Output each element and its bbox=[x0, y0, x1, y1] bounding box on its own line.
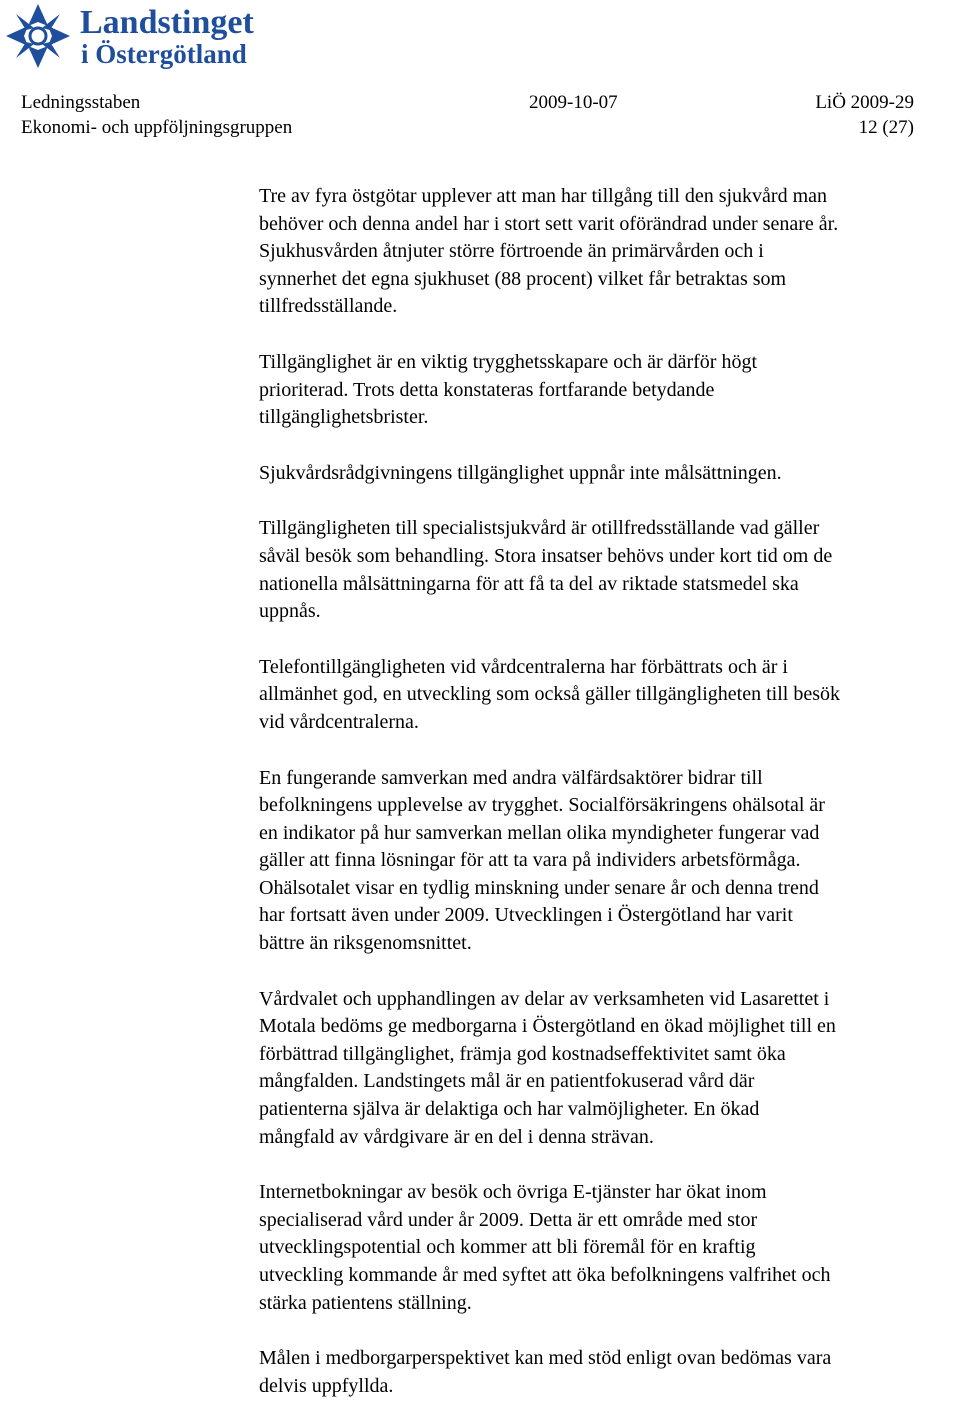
landstinget-logo bbox=[4, 0, 274, 72]
paragraph: Telefontillgängligheten vid vårdcentralerna har förbättrats och är i allmänhet god, en utveckling som också gäller tillgängligheten till besök vid vårdcentralerna. bbox=[259, 655, 840, 733]
logo-line-1: Landstinget bbox=[80, 4, 254, 41]
paragraph: Tre av fyra östgötar upplever att man har tillgång till den sjukvård man behöver och denna andel har i stort sett varit oförändrad under senare år. Sjukhusvården åtnjuter större förtroende än primärvården och i synnerhet det egna sjukhuset (88 procent) vilket får betraktas som tillfredsställande. bbox=[259, 185, 839, 318]
logo-line-2: i Östergötland bbox=[81, 39, 247, 69]
paragraph: Internetbokningar av besök och övriga E-tjänster har ökat inom specialiserad vård under år 2009. Detta är ett område med stor utvecklingspotential och kommer att bli föremål för en kraftig utveckling kommande år med syftet att öka befolkningens valfrihet och stärka patientens ställning. bbox=[259, 1181, 831, 1314]
header-date: 2009-10-07 bbox=[529, 92, 618, 113]
paragraph: Sjukvårdsrådgivningens tillgänglighet uppnår inte målsättningen. bbox=[259, 461, 782, 484]
header-department: Ledningsstaben bbox=[21, 92, 141, 113]
body-text bbox=[259, 183, 959, 1428]
header-reference: LiÖ 2009-29 bbox=[815, 92, 914, 113]
paragraph: Tillgänglighet är en viktig trygghetsskapare och är därför högt prioriterad. Trots detta konstateras fortfarande betydande tillgänglighetsbrister. bbox=[259, 350, 758, 429]
logo-emblem-icon bbox=[6, 4, 70, 68]
paragraph: Målen i medborgarperspektivet kan med stöd enligt ovan bedömas vara delvis uppfyllda. bbox=[259, 1347, 832, 1397]
paragraph: Tillgängligheten till specialistsjukvård är otillfredsställande vad gäller såväl besök som behandling. Stora insatser behövs under kort tid om de nationella målsättningarna för att få ta del av riktade statsmedel ska uppnås. bbox=[259, 517, 833, 623]
header-page-number: 12 (27) bbox=[858, 117, 914, 138]
paragraph: Vårdvalet och upphandlingen av delar av verksamheten vid Lasarettet i Motala bedöms ge medborgarna i Östergötland en ökad möjlighet till en förbättrad tillgänglighet, främja god kostnadseffektivitet samt öka mångfalden. Landstingets mål är en patientfokuserad vård där patienterna själva är delaktiga och har valmöjligheter. En ökad mångfald av vårdgivare är en del i denna strävan. bbox=[259, 987, 836, 1148]
header-group: Ekonomi- och uppföljningsgruppen bbox=[21, 117, 293, 138]
paragraph: En fungerande samverkan med andra välfärdsaktörer bidrar till befolkningens upplevelse av trygghet. Socialförsäkringens ohälsotal är en indikator på hur samverkan mellan olika myndigheter fungerar vad gäller att finna lösningar för att ta vara på individers arbetsförmåga. Ohälsotalet visar en tydlig minskning under senare år och denna trend har fortsatt även under 2009. Utvecklingen i Östergötland har varit bättre än riksgenomsnittet. bbox=[259, 766, 825, 955]
